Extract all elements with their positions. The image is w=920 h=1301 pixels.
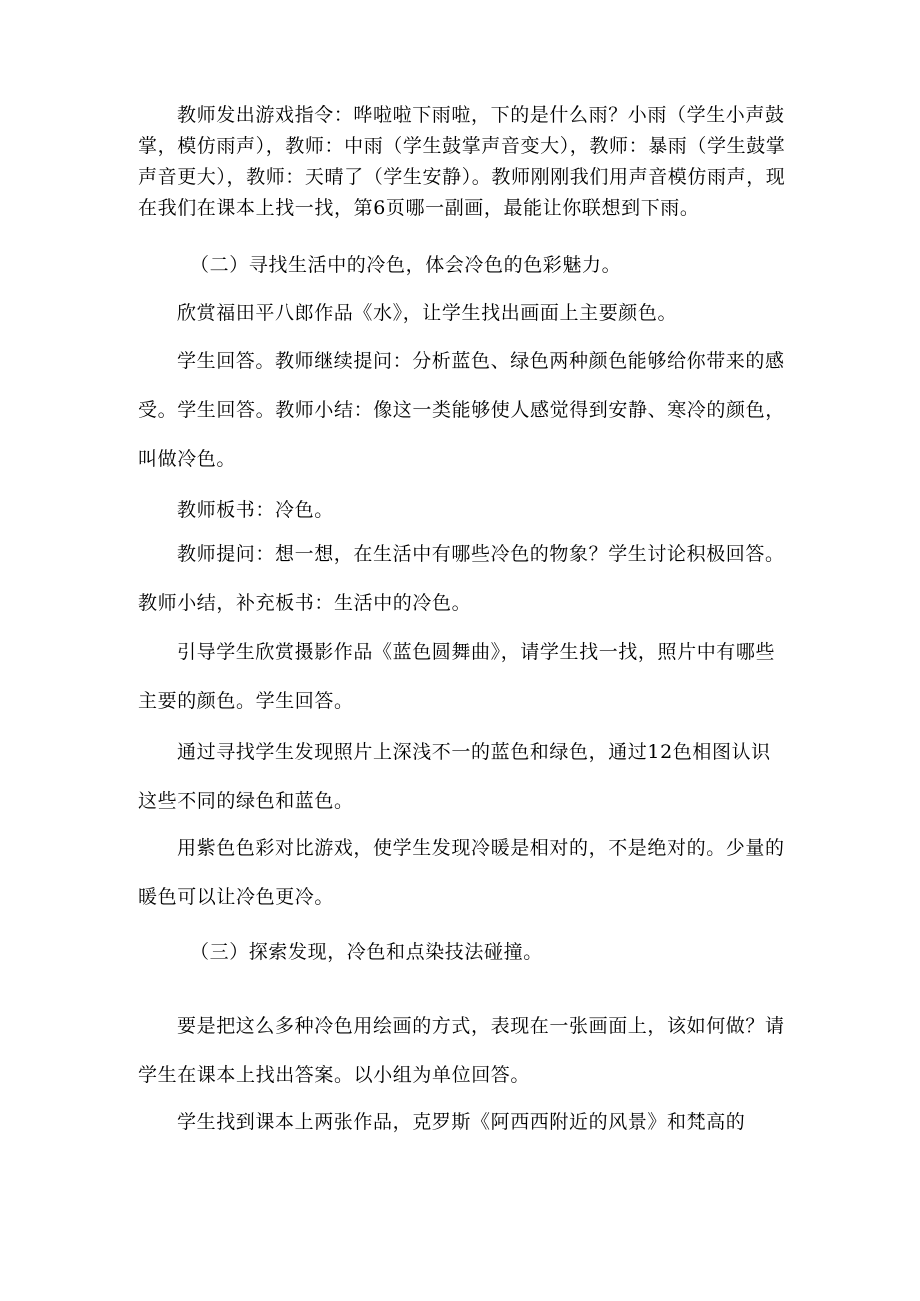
paragraph-painting-method: 要是把这么多种冷色用绘画的方式，表现在一张画面上，该如何做？请学生在课本上找出答案。以小组为单位回答。 <box>138 1015 785 1086</box>
paragraph-color-wheel: 通过寻找学生发现照片上深浅不一的蓝色和绿色，通过12色相图认识这些不同的绿色和蓝色。 <box>138 741 771 812</box>
paragraph-board-writing: 教师板书：冷色。 <box>177 499 334 521</box>
paragraph-purple-game: 用紫色色彩对比游戏，使学生发现冷暖是相对的，不是绝对的。少量的暖色可以让冷色更冷。 <box>138 837 785 908</box>
section-heading-three: （三）探索发现，冷色和点染技法碰撞。 <box>190 941 543 963</box>
paragraph-two-works: 学生找到课本上两张作品，克罗斯《阿西西附近的风景》和梵高的 <box>177 1111 746 1133</box>
paragraph-teacher-question: 教师提问：想一想，在生活中有哪些冷色的物象？学生讨论积极回答。教师小结，补充板书：生活中的冷色。 <box>138 543 785 614</box>
paragraph-blue-waltz: 引导学生欣赏摄影作品《蓝色圆舞曲》，请学生找一找，照片中有哪些主要的颜色。学生回答。 <box>138 641 776 712</box>
paragraph-student-answer: 学生回答。教师继续提问：分析蓝色、绿色两种颜色能够给你带来的感受。学生回答。教师小结：像这一类能够使人感觉得到安静、寒冷的颜色，叫做冷色。 <box>138 350 785 470</box>
paragraph-appreciate-water: 欣赏福田平八郎作品《水》，让学生找出画面上主要颜色。 <box>177 302 678 324</box>
section-heading-two: （二）寻找生活中的冷色，体会冷色的色彩魅力。 <box>190 254 622 276</box>
paragraph-game-instruction: 教师发出游戏指令：哗啦啦下雨啦，下的是什么雨？小雨（学生小声鼓掌，模仿雨声），教师：中雨（学生鼓掌声音变大），教师：暴雨（学生鼓掌声音更大），教师：天晴了（学生安静）。教师刚刚我们用声音模仿雨声，现在我们在课本上找一找，第6页哪一副画，最能让你联想到下雨。 <box>138 104 786 219</box>
